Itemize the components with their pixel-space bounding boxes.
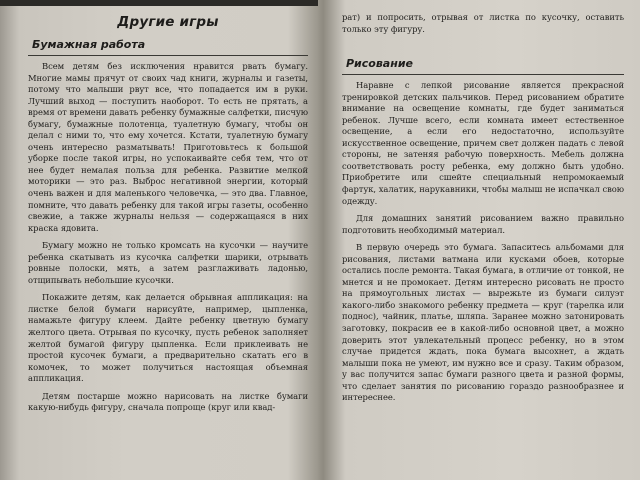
- subheading-rule: [28, 55, 308, 56]
- page-header-bar: [0, 0, 318, 6]
- paragraph: Бумагу можно не только кромсать на кусочки — научите ребенка скатывать из кусочка салфетки шарики, отрывать ровные полоски, мять, а затем разглаживать ладонью, отщипывать небольшие кусочки.: [28, 240, 308, 285]
- paragraph: Для домашних занятий рисованием важно правильно подготовить необходимый материал.: [342, 213, 624, 235]
- subheading-rule: [342, 74, 624, 75]
- subheading-paper-work: Бумажная работа: [32, 38, 146, 51]
- left-page: [28, 8, 308, 478]
- paragraph: Всем детям без исключения нравится рвать бумагу. Многие мамы прячут от своих чад книги, журналы и газеты, потому что малыши рвут все, что попадается им в руки. Лучший выход — поступить наоборот. То есть не прятать, а время от времени давать ребенку бумажные салфетки, писчую бумагу, бумажные полотенца, туалетную бумагу, чтобы он делал с ними то, что ему хочется. Кстати, туалетную бумагу очень интересно разматывать! Приготовьтесь к большой уборке после такой игры, но успокаивайте себя тем, что от нее будет немалая польза для ребенка. Развитие мелкой моторики — это раз. Выброс негативной энергии, который очень важен и для маленького человечка, — это два. Главное, помните, что давать ребенку для такой игры газеты, особенно свежие, а также журналы нельзя — содержащаяся в них краска ядовита.: [28, 61, 308, 233]
- paragraph: Наравне с лепкой рисование является прекрасной тренировкой детских пальчиков. Перед рисованием обратите внимание на освещение комнаты, где будет заниматься ребенок. Лучше всего, если комната имеет естественное освещение, а если его недостаточно, используйте искусственное освещение, причем свет должен падать с левой стороны, не затеняя рабочую поверхность. Мебель должна соответствовать росту ребенка, ему должно быть удобно. Приобретите или сшейте специальный непромокаемый фартук, халатик, нарукавники, чтобы малыш не испачкал свою одежду.: [342, 80, 624, 206]
- paragraph: Детям постарше можно нарисовать на листке бумаги какую-нибудь фигуру, сначала попроще (круг или квад-: [28, 390, 308, 413]
- paragraph: В первую очередь это бумага. Запаситесь альбомами для рисования, листами ватмана или кусками обоев, которые остались после ремонта. Такая бумага, в отличие от тонкой, не мнется и не промокает. Детям интересно рисовать не просто на прямоугольных листах — вырежьте из бумаги силуэт какого-либо знакомого ребенку предмета — круг (тарелка или поднос), чайник, платье, шляпа. Заранее можно затонировать заготовку, покрасив ее в какой-либо основной цвет, а можно доверить этот увлекательный процесс ребенку, но в этом случае придется ждать, пока бумага высохнет, а ждать малыши пока не умеют, им нужно все и сразу. Таким образом, у вас получится запас бумаги разного цвета и разной формы, что сделает занятия по рисованию гораздо разнообразнее и интереснее.: [342, 242, 624, 403]
- section-title: Другие игры: [117, 14, 219, 30]
- right-page: [342, 8, 624, 478]
- continuation-text: рат) и попросить, отрывая от листка по кусочку, оставить только эту фигуру.: [342, 12, 624, 34]
- subheading-drawing: Рисование: [346, 57, 413, 71]
- paragraph: Покажите детям, как делается обрывная аппликация: на листке белой бумаги нарисуйте, например, цыпленка, намажьте фигуру клеем. Дайте ребенку цветную бумагу желтого цвета. Отрывая по кусочку, пусть ребенок заполняет желтой бумагой фигуру цыпленка. Если приклеивать не простой кусочек бумаги, а предварительно скатать его в комочек, то может получиться настоящая объемная аппликация.: [28, 292, 308, 384]
